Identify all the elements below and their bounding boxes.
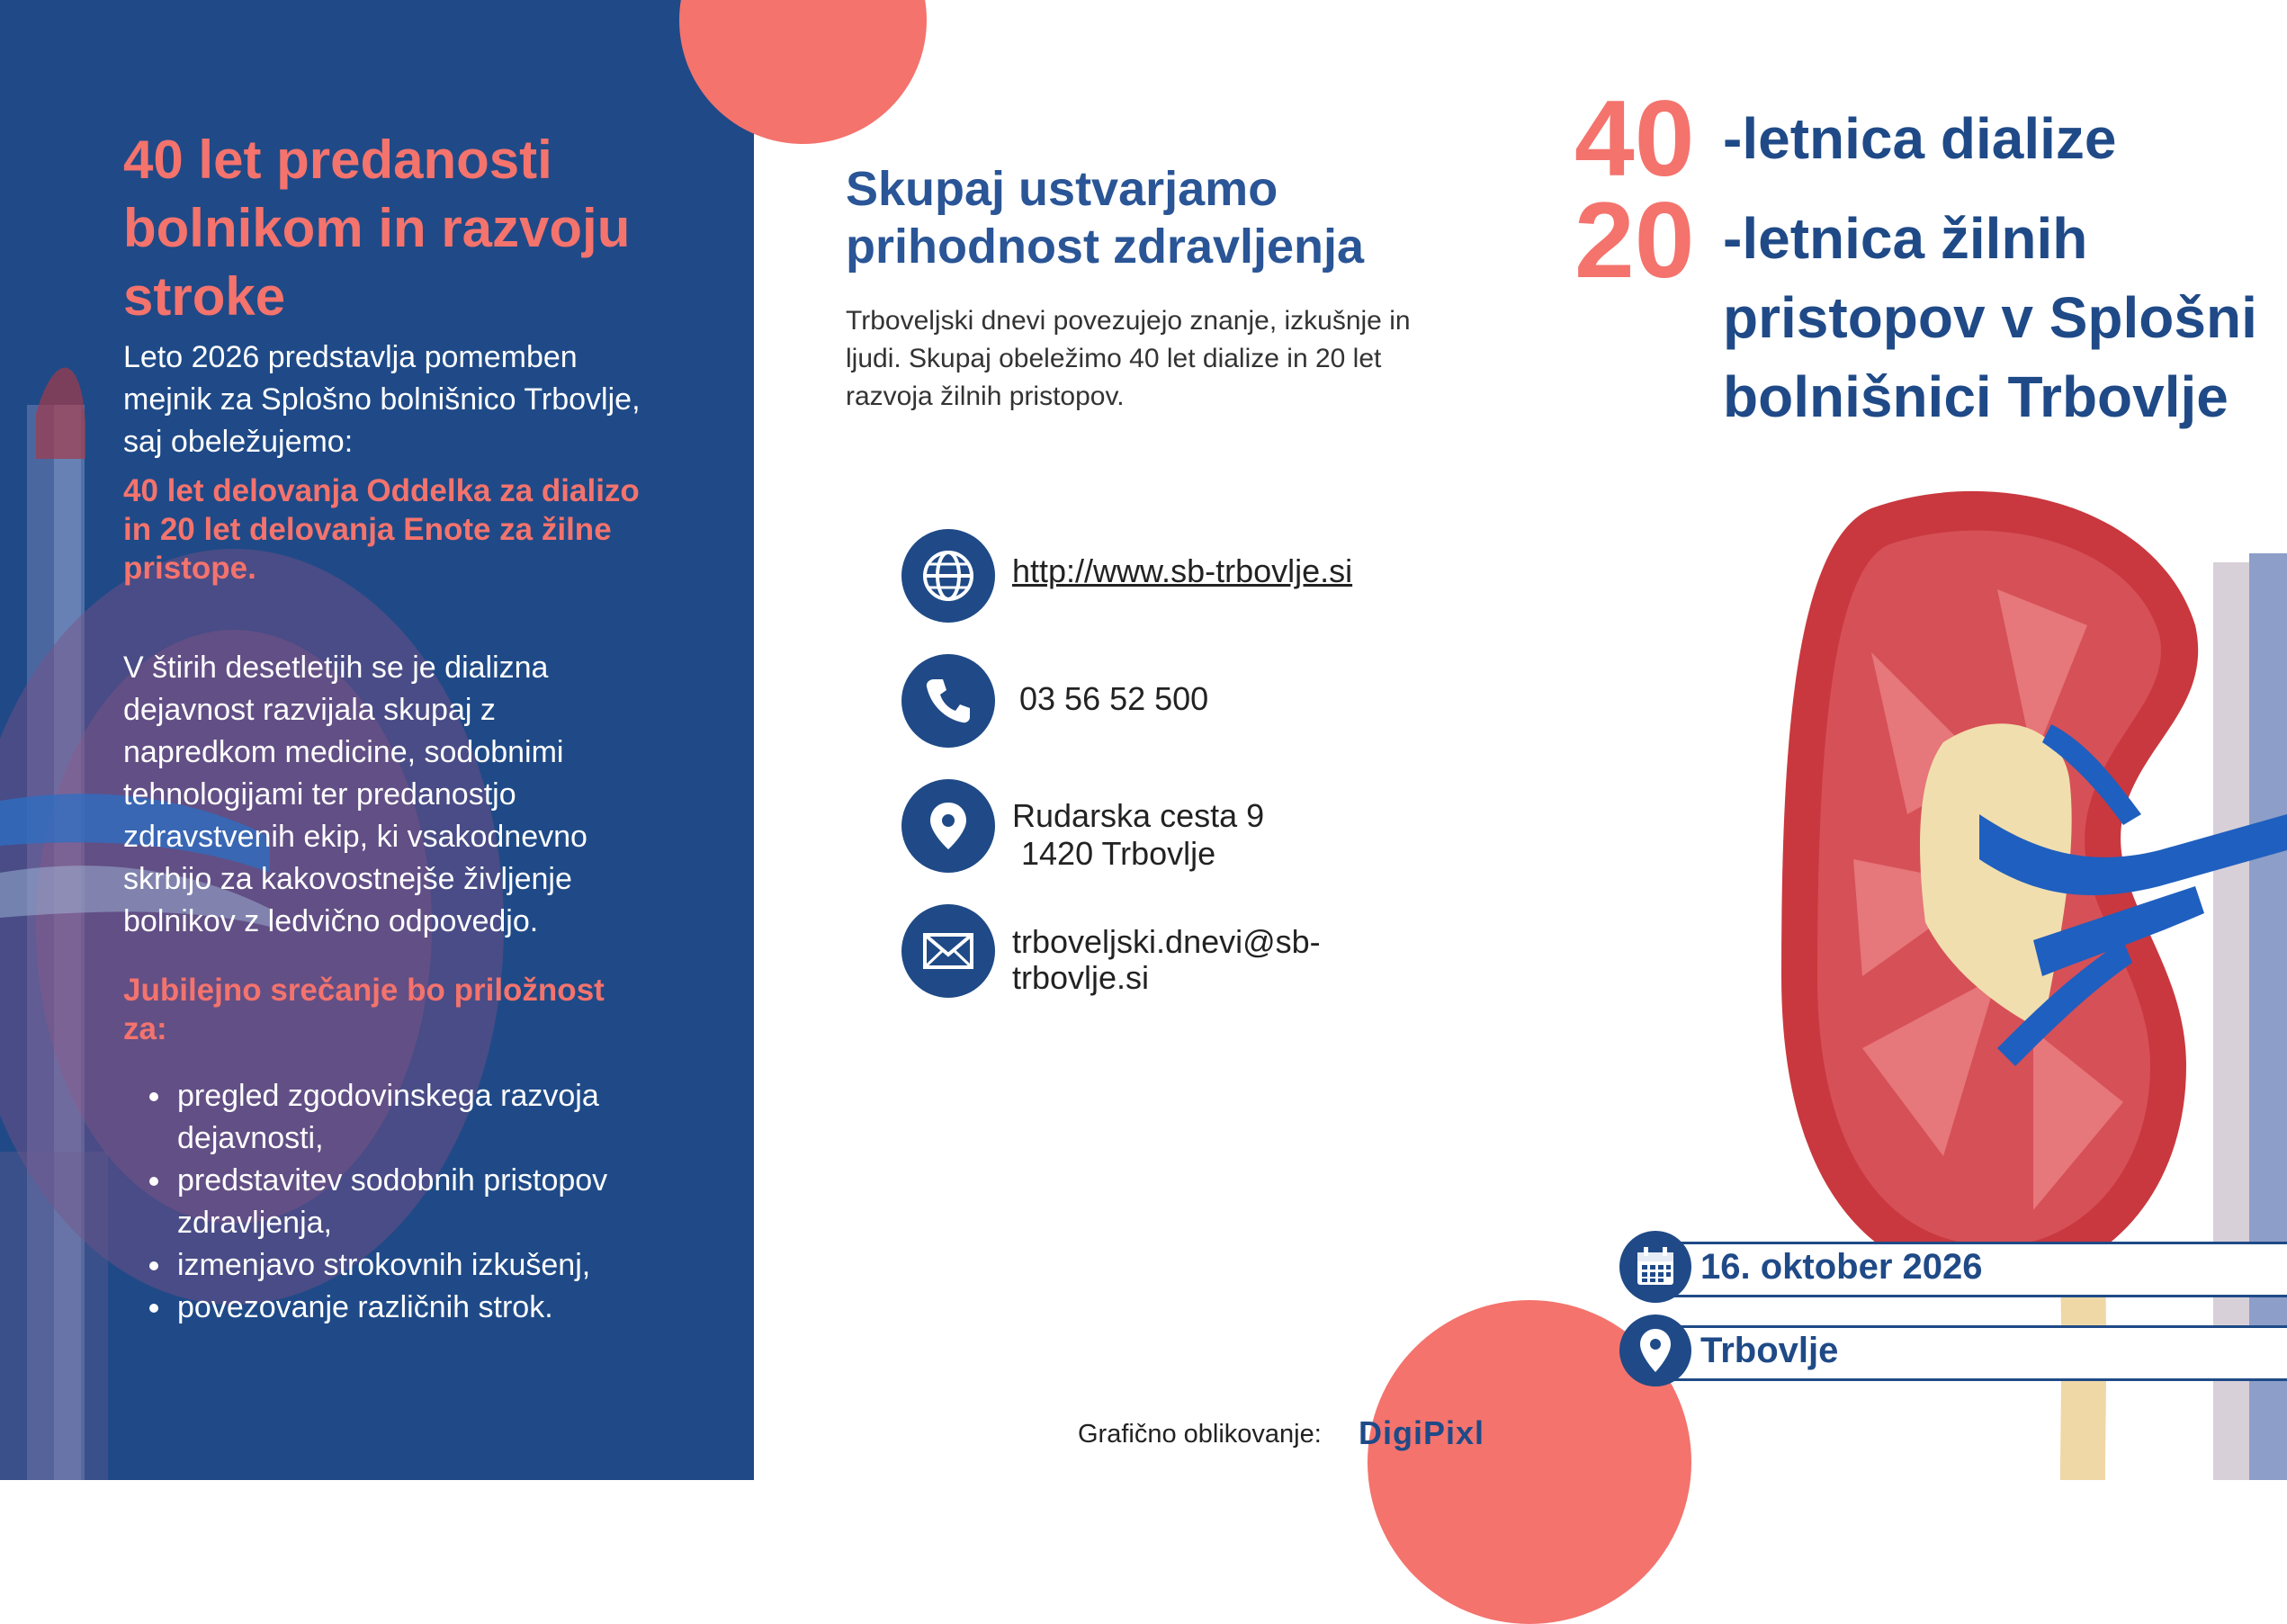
website-link[interactable]: http://www.sb-trbovlje.si	[1012, 552, 1353, 589]
phone-number: 03 56 52 500	[1019, 680, 1209, 717]
number-40: 40	[1574, 78, 1695, 199]
middle-text: Trboveljski dnevi povezujejo znanje, izkušnje in ljudi. Skupaj obeležimo 40 let dialize in 20 let razvoja žilnih pristopov.	[846, 306, 1411, 411]
event-location: Trbovlje	[1700, 1331, 1839, 1370]
list-item: • predstavitev sodobnih pristopov zdravljenja,	[174, 1160, 713, 1244]
left-highlight: 40 let delovanja Oddelka za dializo in 20 let delovanja Enote za žilne pristope.	[123, 473, 640, 586]
left-list	[123, 1075, 713, 1329]
email-line-2[interactable]: trbovlje.si	[1012, 959, 1150, 996]
heading-vascular-line-2: pristopov v Splošni	[1723, 285, 2257, 350]
location-pin-icon	[1619, 1314, 1691, 1386]
list-item: • pregled zgodovinskega razvoja dejavnosti,	[174, 1075, 713, 1160]
digipixl-logo: DigiPixl	[1359, 1414, 1485, 1451]
middle-title: Skupaj ustvarjamo prihodnost zdravljenja	[846, 162, 1365, 274]
design-credit-label: Grafično oblikovanje:	[1078, 1420, 1322, 1449]
left-title: 40 let predanosti bolnikom in razvoju stroke	[123, 130, 631, 327]
list-item: • izmenjavo strokovnih izkušenj,	[174, 1244, 713, 1287]
globe-icon	[901, 529, 995, 623]
address-line-2: 1420 Trbovlje	[1021, 835, 1216, 872]
left-opportunity-heading: Jubilejno srečanje bo priložnost za:	[123, 973, 605, 1046]
location-pin-icon	[901, 779, 995, 873]
envelope-icon	[901, 904, 995, 998]
left-panel	[0, 0, 754, 1480]
calendar-icon	[1619, 1231, 1691, 1303]
event-date: 16. oktober 2026	[1700, 1247, 1983, 1287]
heading-vascular-line-3: bolnišnici Trbovlje	[1723, 364, 2229, 429]
heading-dialysis: -letnica dialize	[1723, 106, 2117, 171]
address-line-1: Rudarska cesta 9	[1012, 797, 1265, 834]
phone-icon	[901, 654, 995, 748]
number-20: 20	[1574, 180, 1695, 301]
email-line-1[interactable]: trboveljski.dnevi@sb-	[1012, 923, 1321, 960]
left-intro: Leto 2026 predstavlja pomemben mejnik za Splošno bolnišnico Trbovlje, saj obeležujemo:	[123, 340, 641, 459]
list-item: • povezovanje različnih strok.	[174, 1287, 713, 1329]
heading-vascular-line-1: -letnica žilnih	[1723, 206, 2088, 271]
left-history: V štirih desetletjih se je dializna dejavnost razvijala skupaj z napredkom medicine, sodobnimi tehnologijami ter predanostjo zdravstvenih ekip, ki vsakodnevno skrbijo za kakovostnejše življenje bolnikov z ledvično odpovedjo.	[123, 650, 587, 938]
